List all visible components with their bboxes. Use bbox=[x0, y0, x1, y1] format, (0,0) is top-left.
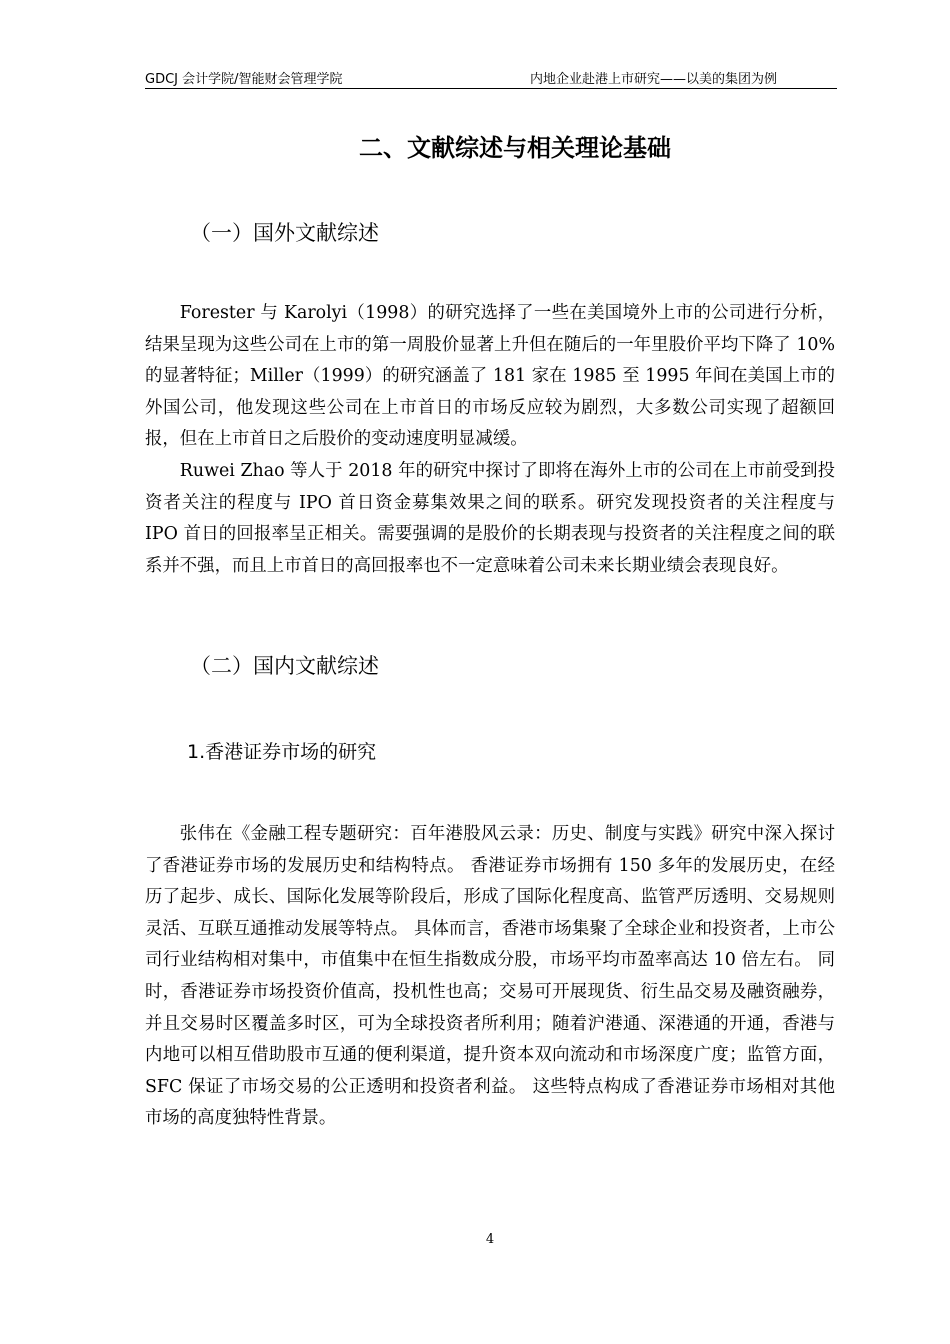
page-header bbox=[145, 66, 837, 89]
section-heading-foreign: （一）国外文献综述 bbox=[190, 221, 379, 245]
paragraph-domestic-1: 张伟在《金融工程专题研究：百年港股风云录：历史、制度与实践》研究中深入探讨了香港证券市场的发展历史和结构特点。 香港证券市场拥有 150 多年的发展历史，在经历了起步、成长、国际化发展等阶段后，形成了国际化程度高、监管严厉透明、交易规则灵活、互联互通推动发展等特点。 具体而言，香港市场集聚了全球企业和投资者，上市公司行业结构相对集中，市值集中在恒生指数成分股，市场平均市盈率高达 10 倍左右。 同时，香港证券市场投资价值高，投机性也高；交易可开展现货、衍生品交易及融资融券，并且交易时区覆盖多时区，可为全球投资者所利用；随着沪港通、深港通的开通，香港与内地可以相互借助股市互通的便利渠道，提升资本双向流动和市场深度广度；监管方面，SFC 保证了市场交易的公正透明和投资者利益。 这些特点构成了香港证券市场相对其他市场的高度独特性背景。 bbox=[145, 824, 835, 1129]
header-school: GDCJ 会计学院/智能财会管理学院 bbox=[145, 72, 343, 87]
page-number: 4 bbox=[485, 1232, 495, 1247]
chapter-title: 二、文献综述与相关理论基础 bbox=[359, 134, 671, 162]
header-thesis-title: 内地企业赴港上市研究——以美的集团为例 bbox=[529, 72, 777, 87]
paragraph-foreign-2: Ruwei Zhao 等人于 2018 年的研究中探讨了即将在海外上市的公司在上市前受到投资者关注的程度与 IPO 首日资金募集效果之间的联系。研究发现投资者的关注程度与 IPO 首日的回报率呈正相关。需要强调的是股价的长期表现与投资者的关注程度之间的联系并不强，而且上市首日的高回报率也不一定意味着公司未来长期业绩会表现良好。 bbox=[145, 461, 835, 576]
section-heading-domestic: （二）国内文献综述 bbox=[190, 654, 379, 678]
subsection-heading-hk-market: 1.香港证券市场的研究 bbox=[187, 741, 377, 763]
paragraph-foreign-1: Forester 与 Karolyi（1998）的研究选择了一些在美国境外上市的公司进行分析，结果呈现为这些公司在上市的第一周股价显著上升但在随后的一年里股价平均下降了 10%的显著特征；Miller（1999）的研究涵盖了 181 家在 1985 至 1995 年间在美国上市的外国公司，他发现这些公司在上市首日的市场反应较为剧烈，大多数公司实现了超额回报，但在上市首日之后股价的变动速度明显减缓。 bbox=[145, 303, 835, 450]
